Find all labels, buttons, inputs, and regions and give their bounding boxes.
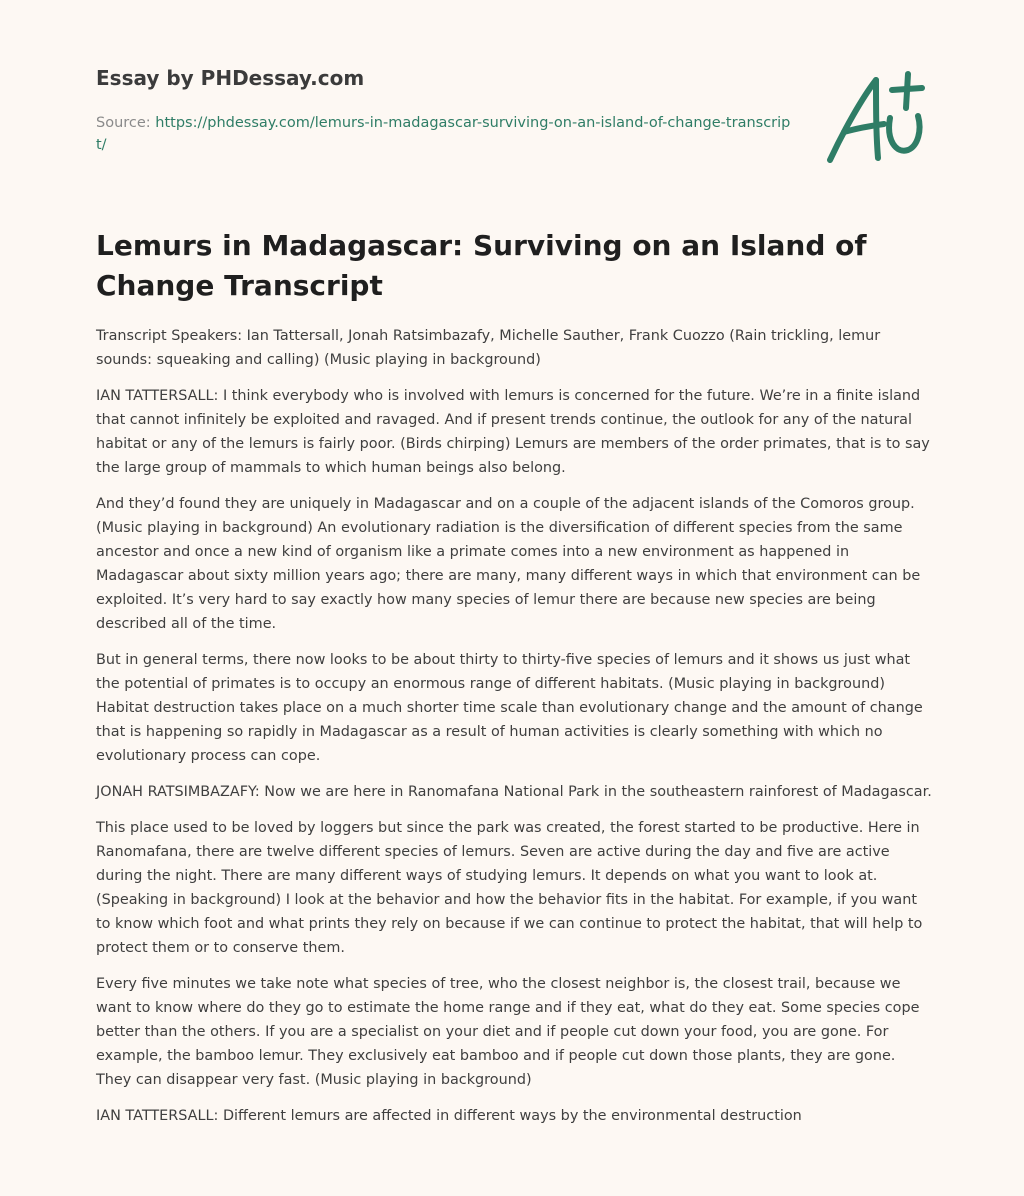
paragraph: IAN TATTERSALL: Different lemurs are affected in different ways by the environmental destruction [96,1108,802,1124]
paragraph: But in general terms, there now looks to be about thirty to thirty-five species of lemurs and it shows us just what the potential of primates is to occupy an enormous range of different habitats. (Music playing in background) Habitat destruction takes place on a much shorter time scale than evolutionary change and the amount of change that is happening so rapidly in Madagascar as a result of human activities is clearly something with which no evolutionary process can cope. [96,652,923,764]
paragraph: JONAH RATSIMBAZAFY: Now we are here in Ranomafana National Park in the southeastern rainforest of Madagascar. [96,784,932,800]
paragraph: Transcript Speakers: Ian Tattersall, Jonah Ratsimbazafy, Michelle Sauther, Frank Cuozzo (Rain trickling, lemur sounds: squeaking and calling) (Music playing in background) [96,328,881,368]
essay-body [96,324,932,1140]
source-label: Source: [96,115,151,131]
paragraph: And they’d found they are uniquely in Madagascar and on a couple of the adjacent islands of the Comoros group. (Music playing in background) An evolutionary radiation is the diversification of different species from the same ancestor and once a new kind of organism like a primate comes into a new environment as happened in Madagascar about sixty million years ago; there are many, many different ways in which that environment can be exploited. It’s very hard to say exactly how many species of lemur there are because new species are being described all of the time. [96,496,921,632]
source-line [96,112,796,156]
site-title: Essay by PHDessay.com [96,66,365,90]
paragraph: IAN TATTERSALL: I think everybody who is involved with lemurs is concerned for the future. We’re in a finite island that cannot infinitely be exploited and ravaged. And if present trends continue, the outlook for any of the natural habitat or any of the lemurs is fairly poor. (Birds chirping) Lemurs are members of the order primates, that is to say the large group of mammals to which human beings also belong. [96,388,930,476]
essay-title: Lemurs in Madagascar: Surviving on an Island of Change Transcript [96,229,867,302]
a-plus-logo-icon [826,68,926,164]
paragraph: This place used to be loved by loggers but since the park was created, the forest started to be productive. Here in Ranomafana, there are twelve different species of lemurs. Seven are active during the day and five are active during the night. There are many different ways of studying lemurs. It depends on what you want to look at. (Speaking in background) I look at the behavior and how the behavior fits in the habitat. For example, if you want to know which foot and what prints they rely on because if we can continue to protect the habitat, that will help to protect them or to conserve them. [96,820,923,956]
source-link[interactable]: https://phdessay.com/lemurs-in-madagascar-surviving-on-an-island-of-change-transcript/ [96,115,791,153]
paragraph: Every five minutes we take note what species of tree, who the closest neighbor is, the closest trail, because we want to know where do they go to estimate the home range and if they eat, what do they eat. Some species cope better than the others. If you are a specialist on your diet and if people cut down your food, you are gone. For example, the bamboo lemur. They exclusively eat bamboo and if people cut down those plants, they are gone. They can disappear very fast. (Music playing in background) [96,976,920,1088]
